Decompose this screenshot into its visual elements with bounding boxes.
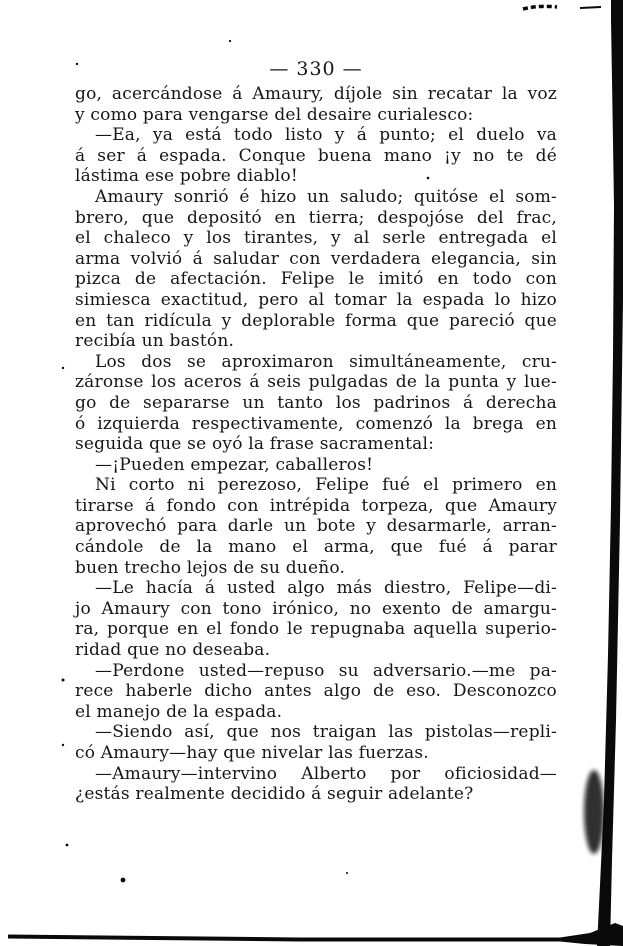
bottom-scan-line-right-blob bbox=[560, 923, 623, 946]
text-line: —¡Pueden empezar, caballeros! bbox=[95, 454, 374, 475]
text-line: buen trecho lejos de su dueño. bbox=[75, 557, 346, 578]
ink-speck bbox=[66, 844, 69, 847]
ink-speck bbox=[62, 744, 64, 746]
text-line: —Amaury—intervino Alberto por oficiosidad— bbox=[95, 763, 557, 784]
binding-ink-blob bbox=[584, 770, 604, 854]
text-line: simiesca exactitud, pero al tomar la espada lo hizo bbox=[75, 289, 557, 310]
ink-speck bbox=[62, 679, 65, 682]
text-line: á ser á espada. Conque buena mano ¡y no te dé bbox=[75, 145, 557, 166]
text-line: lástima ese pobre diablo! bbox=[75, 166, 298, 187]
ink-speck bbox=[229, 40, 231, 42]
text-line: —Perdone usted—repuso su adversario.—me pa- bbox=[95, 660, 557, 681]
text-line: ridad que no deseaba. bbox=[75, 640, 271, 661]
text-line: go de separarse un tanto los padrinos á derecha bbox=[75, 392, 557, 413]
text-line: có Amaury—hay que nivelar las fuerzas. bbox=[75, 743, 429, 763]
text-line: aprovechó para darle un bote y desarmarle, arran- bbox=[75, 516, 557, 537]
text-line: recibía un bastón. bbox=[75, 331, 235, 352]
text-line: el chaleco y los tirantes, y al serle entregada el bbox=[75, 228, 557, 249]
text-line: y como para vengarse del desaire curialesco: bbox=[75, 104, 474, 125]
ink-speck bbox=[346, 872, 348, 874]
text-line: Los dos se aproximaron simultáneamente, cru- bbox=[95, 351, 557, 372]
page-number: — 330 — bbox=[269, 58, 363, 80]
ink-speck bbox=[62, 367, 64, 369]
text-line: rece haberle dicho antes algo de eso. Desconozco bbox=[75, 681, 557, 702]
binding-shadow-band bbox=[597, 0, 623, 946]
text-line: záronse los aceros á seis pulgadas de la punta y lue- bbox=[75, 372, 557, 393]
text-line: cándole de la mano el arma, que fué á parar bbox=[75, 537, 557, 558]
bottom-scan-line bbox=[8, 935, 560, 942]
text-line: seguida que se oyó la frase sacramental: bbox=[75, 434, 435, 455]
top-edge-smudge bbox=[523, 6, 557, 9]
text-line: en tan ridícula y deplorable forma que pareció que bbox=[75, 310, 557, 331]
text-line: ra, porque en el fondo le repugnaba aquella superio- bbox=[75, 619, 557, 640]
text-line: ó izquierda respectivamente, comenzó la brega en bbox=[75, 413, 557, 434]
text-line: Ni corto ni perezoso, Felipe fué el primero en bbox=[95, 475, 557, 496]
text-line: brero, que depositó en tierra; despojóse del frac, bbox=[75, 207, 557, 228]
text-line: go, acercándose á Amaury, díjole sin recatar la voz bbox=[75, 84, 557, 104]
text-line: Amaury sonrió é hizo un saludo; quitóse el som- bbox=[95, 186, 557, 207]
ink-speck bbox=[121, 878, 126, 883]
text-line: pizca de afectación. Felipe le imitó en todo con bbox=[75, 269, 557, 290]
text-line: —Le hacía á usted algo más diestro, Felipe—di- bbox=[95, 578, 557, 599]
body-text bbox=[75, 84, 557, 805]
text-line: jo Amaury con tono irónico, no exento de amargu- bbox=[75, 598, 557, 619]
text-line: ¿estás realmente decidido á seguir adelante? bbox=[75, 784, 474, 805]
text-line: arma volvió á saludar con verdadera elegancia, sin bbox=[75, 248, 557, 269]
text-line: el manejo de la espada. bbox=[75, 701, 283, 722]
text-line: tirarse á fondo con intrépida torpeza, que Amaury bbox=[75, 495, 557, 516]
text-line: —Siendo así, que nos traigan las pistolas—repli- bbox=[95, 722, 557, 743]
top-edge-smudge-2 bbox=[580, 7, 601, 8]
text-line: —Ea, ya está todo listo y á punto; el duelo va bbox=[95, 125, 557, 146]
